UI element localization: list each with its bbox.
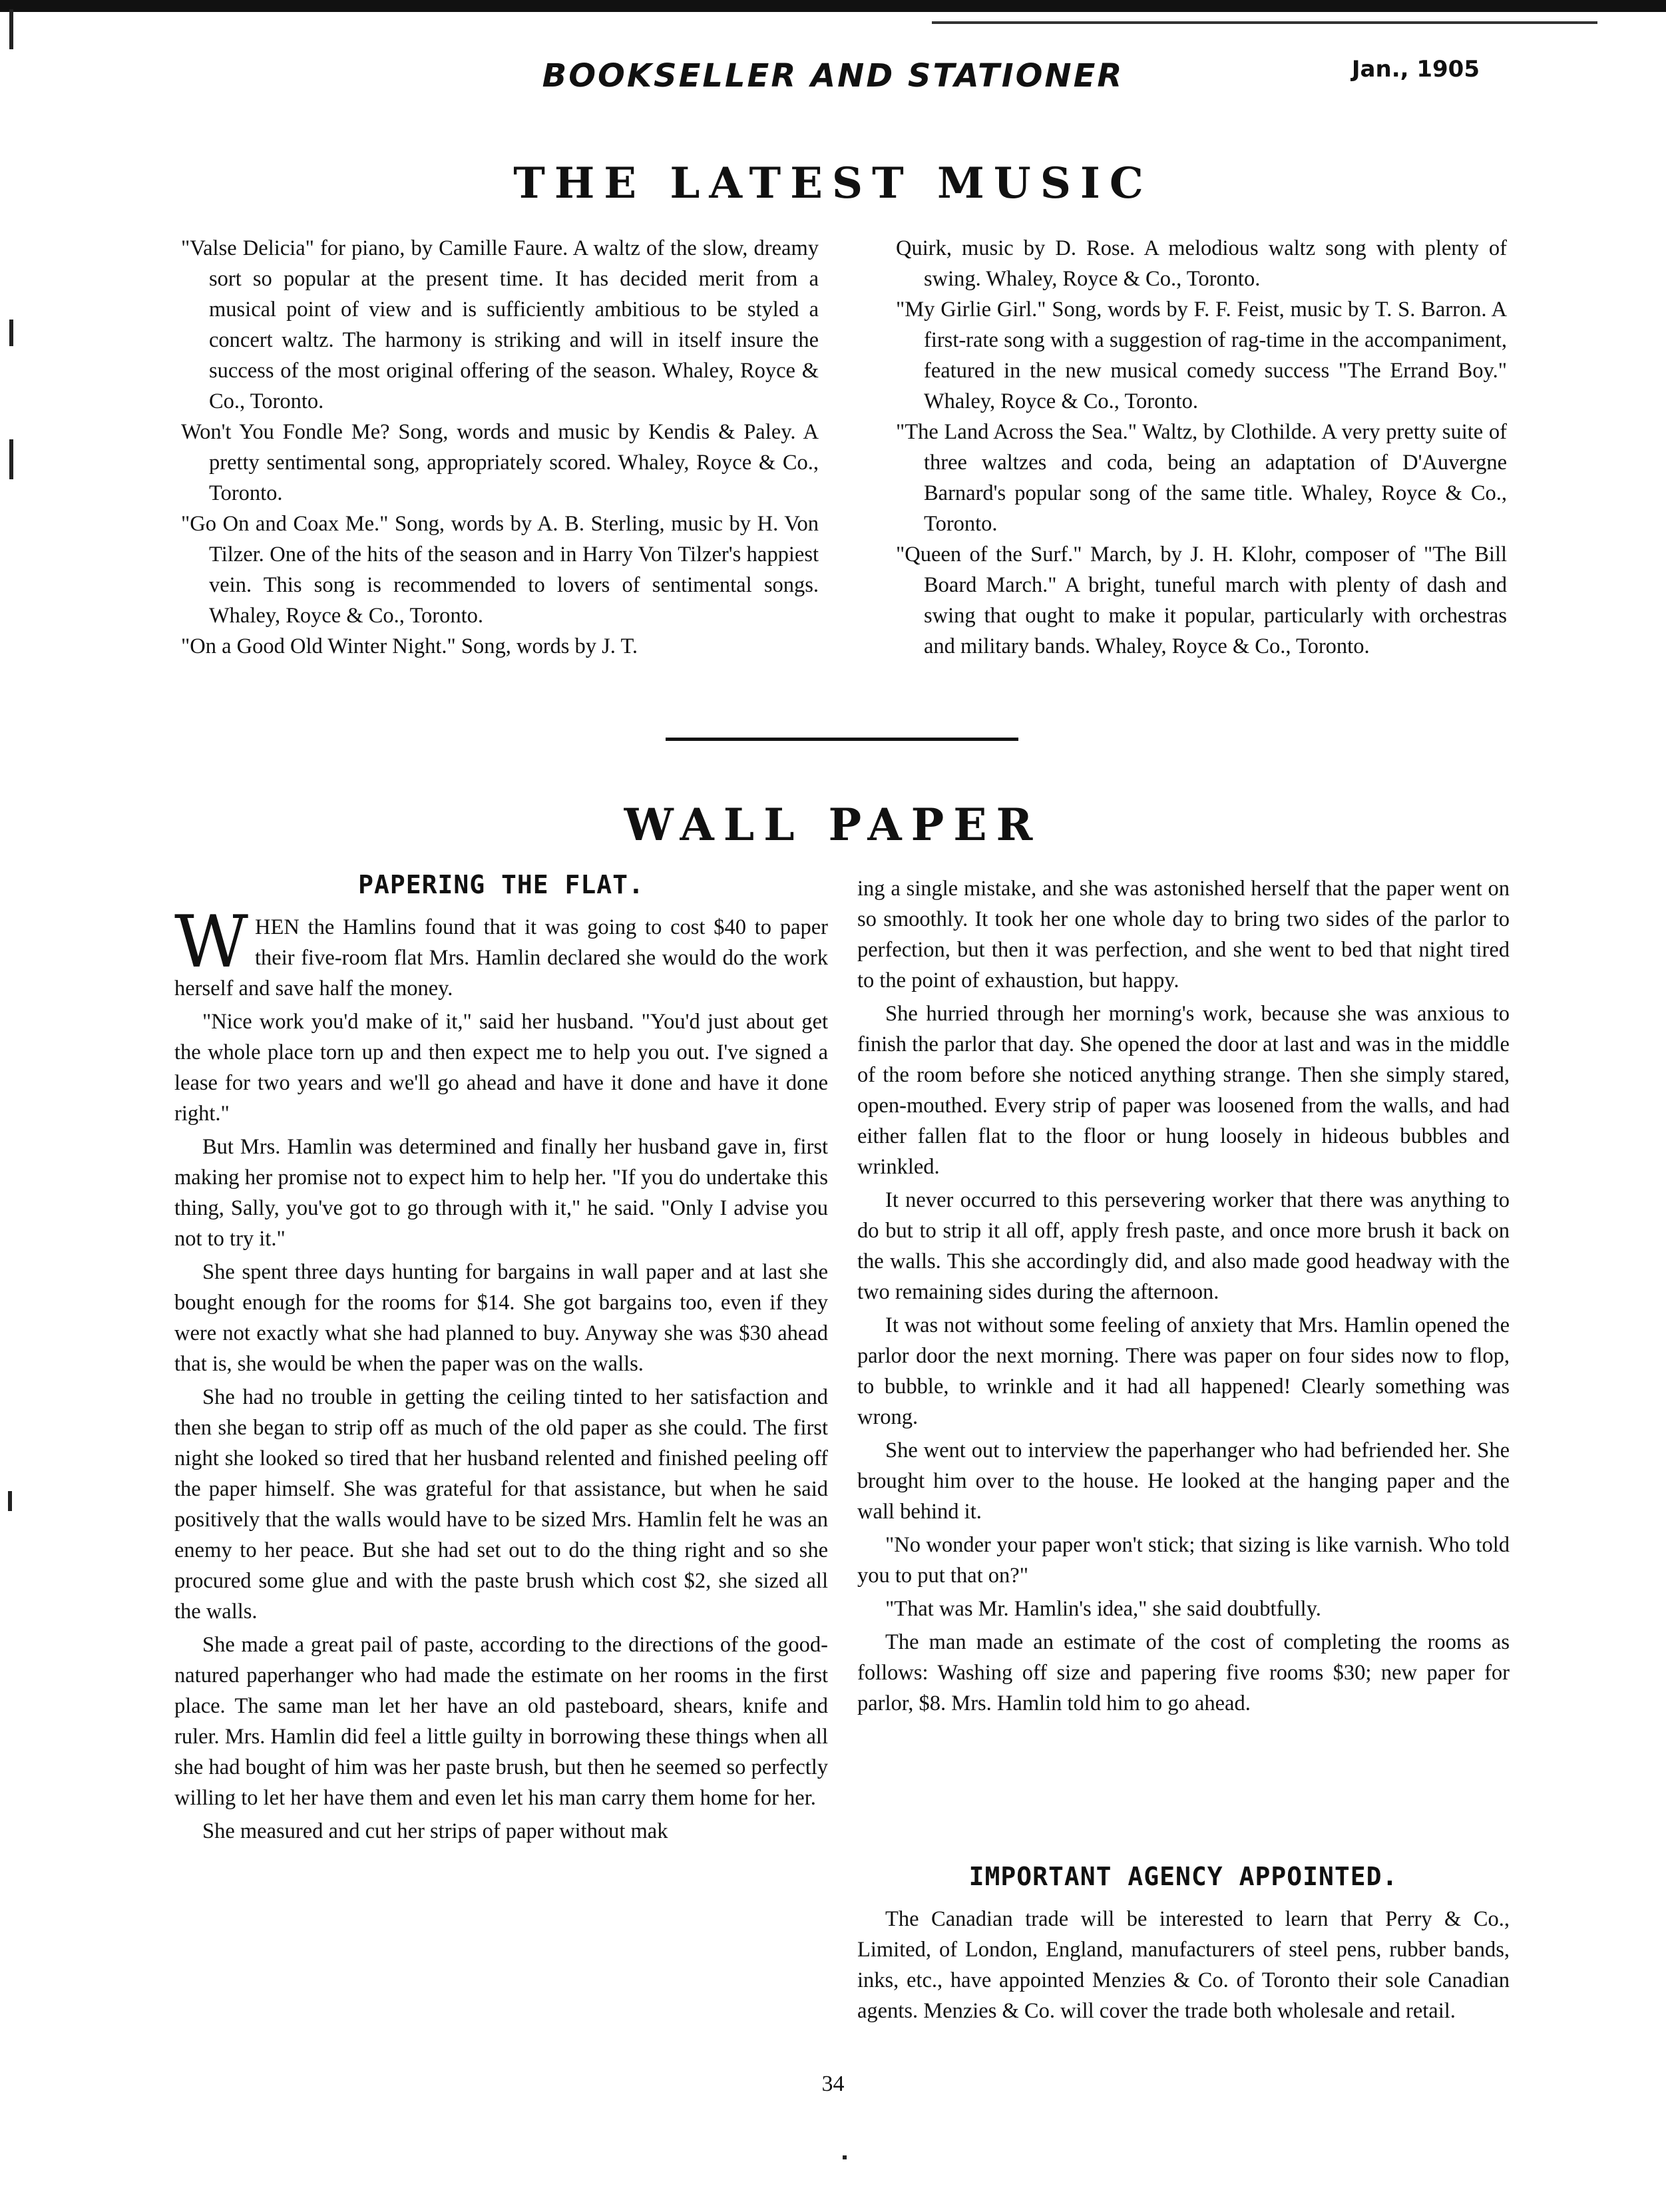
article-paragraph: She had no trouble in getting the ceiling tinted to her satisfaction and then she began to strip off as much of the old paper as she could. The first night she looked so tired that her husband relented and finished peeling off the paper himself. She was grateful for that assistance, but when he said positively that the walls would have to be sized Mrs. Hamlin felt he was an enemy to her peace. But she had set out to do the thing right and so she procured some glue and with the paste brush which cost $2, she sized all the walls.: [174, 1385, 828, 1624]
article-paragraph: She went out to interview the paperhanger who had befriended her. She brought him over to the house. He looked at the hanging paper and the wall behind it.: [857, 1438, 1510, 1524]
music-left-column: [181, 233, 819, 662]
drop-cap: W: [174, 901, 249, 984]
article-paragraph: It was not without some feeling of anxiety that Mrs. Hamlin opened the parlor door the next morning. There was paper on four sides now to flop, to bubble, to wrinkle and it had all happened! Clearly something was wrong.: [857, 1313, 1510, 1429]
top-border-bar: [0, 0, 1666, 12]
page-header: [0, 48, 1666, 101]
article-paragraph: The man made an estimate of the cost of completing the rooms as follows: Washing off size and papering five rooms $30; new paper for parlor, $8. Mrs. Hamlin told him to go ahead.: [857, 1630, 1510, 1715]
scan-mark: [8, 1491, 12, 1511]
article-paragraph: She measured and cut her strips of paper without mak: [202, 1819, 668, 1843]
section-divider: [666, 738, 1018, 741]
music-entry: "Queen of the Surf." March, by J. H. Klohr, composer of "The Bill Board March." A bright, tuneful march with plenty of dash and swing that ought to make it popular, particularly with orchestras and military bands. Whaley, Royce & Co., Toronto.: [896, 543, 1507, 658]
wallpaper-section-title: WALL PAPER: [624, 799, 1042, 851]
music-section-title: THE LATEST MUSIC: [513, 158, 1153, 208]
music-entry: "On a Good Old Winter Night." Song, words by J. T.: [181, 634, 638, 658]
scan-mark: [9, 9, 13, 49]
music-entry: Quirk, music by D. Rose. A melodious waltz song with plenty of swing. Whaley, Royce & Co., Toronto.: [896, 236, 1507, 291]
issue-date: Jan., 1905: [1351, 56, 1480, 83]
article-paragraph: She spent three days hunting for bargains in wall paper and at last she bought enough for the rooms for $14. She got bargains too, even if they were not exactly what she had planned to buy. Anyway she was $30 ahead that is, she would be when the paper was on the walls.: [174, 1260, 828, 1376]
article-paragraph: She made a great pail of paste, according to the directions of the good-natured paperhanger who had made the estimate on her rooms in the first place. The same man let her have an old pasteboard, shears, knife and ruler. Mrs. Hamlin did feel a little guilty in borrowing these things when all she had bought of him was her paste brush, but then he seemed so perfectly willing to let her have them and even let his man carry them home for her.: [174, 1633, 828, 1810]
article-paragraph: "That was Mr. Hamlin's idea," she said doubtfully.: [885, 1597, 1321, 1621]
article-paragraph: WHEN the Hamlins found that it was going to cost $40 to paper their five-room flat Mrs. Hamlin declared she would do the work herself and save half the money.: [174, 901, 828, 1000]
music-entry: Won't You Fondle Me? Song, words and music by Kendis & Paley. A pretty sentimental song, appropriately scored. Whaley, Royce & Co., Toronto.: [181, 420, 819, 505]
publication-title: BOOKSELLER AND STATIONER: [542, 57, 1124, 95]
music-entry: "The Land Across the Sea." Waltz, by Clothilde. A very pretty suite of three waltzes and coda, being an adaptation of D'Auvergne Barnard's popular song of the same title. Whaley, Royce & Co., Toronto.: [896, 420, 1507, 536]
page-number: 34: [821, 2072, 845, 2096]
scan-mark: [9, 439, 13, 479]
agency-text: The Canadian trade will be interested to learn that Perry & Co., Limited, of London, England, manufacturers of steel pens, rubber bands, inks, etc., have appointed Menzies & Co. of Toronto their sole Canadian agents. Menzies & Co. will cover the trade both wholesale and retail.: [857, 1907, 1510, 2023]
article-paragraph: It never occurred to this persevering worker that there was anything to do but to strip it all off, apply fresh paste, and once more brush it back on the walls. This she accordingly did, and also made good headway with the two remaining sides during the afternoon.: [857, 1188, 1510, 1304]
article-paragraph: But Mrs. Hamlin was determined and finally her husband gave in, first making her promise not to expect him to help her. "If you do undertake this thing, Sally, you've got to go through with it," he said. "Only I advise you not to try it.": [174, 1135, 828, 1251]
article-paragraph: "Nice work you'd make of it," said her husband. "You'd just about get the whole place torn up and then expect me to help you out. I've signed a lease for two years and we'll go ahead and have it done and have it done right.": [174, 1010, 828, 1126]
music-entry: "Valse Delicia" for piano, by Camille Faure. A waltz of the slow, dreamy sort so popular at the present time. It has decided merit from a musical point of view and is sufficiently ambitious to be styled a concert waltz. The harmony is striking and will in itself insure the success of the most original offering of the season. Whaley, Royce & Co., Toronto.: [181, 236, 819, 413]
article-paragraph: ing a single mistake, and she was astonished herself that the paper went on so smoothly. It took her one whole day to bring two sides of the parlor to perfection, but then it was perfection, and she went to bed that night tired to the point of exhaustion, but happy.: [857, 877, 1510, 993]
music-entry: "My Girlie Girl." Song, words by F. F. Feist, music by T. S. Barron. A first-rate song with a suggestion of rag-time in the accompaniment, featured in the new musical comedy success "The Errand Boy." Whaley, Royce & Co., Toronto.: [896, 298, 1507, 413]
article-title: PAPERING THE FLAT.: [358, 870, 644, 899]
wallpaper-right-column: [857, 873, 1510, 1721]
scan-mark: [843, 2155, 847, 2159]
agency-notice: [857, 1861, 1510, 2029]
wallpaper-left-column: [174, 869, 828, 1849]
music-right-column: [896, 233, 1507, 662]
top-rule: [932, 21, 1597, 24]
scan-mark: [9, 320, 13, 346]
article-paragraph: She hurried through her morning's work, because she was anxious to finish the parlor that day. She opened the door at last and was in the middle of the room before she noticed anything strange. Then she simply stared, open-mouthed. Every strip of paper was loosened from the walls, and had either fallen flat to the floor or hung loosely in hideous bubbles and wrinkled.: [857, 1002, 1510, 1179]
music-entry: "Go On and Coax Me." Song, words by A. B. Sterling, music by H. Von Tilzer. One of the hits of the season and in Harry Von Tilzer's happiest vein. This song is recommended to lovers of sentimental songs. Whaley, Royce & Co., Toronto.: [181, 512, 819, 628]
article-paragraph: "No wonder your paper won't stick; that sizing is like varnish. Who told you to put that on?": [857, 1533, 1510, 1588]
agency-title: IMPORTANT AGENCY APPOINTED.: [968, 1862, 1398, 1891]
